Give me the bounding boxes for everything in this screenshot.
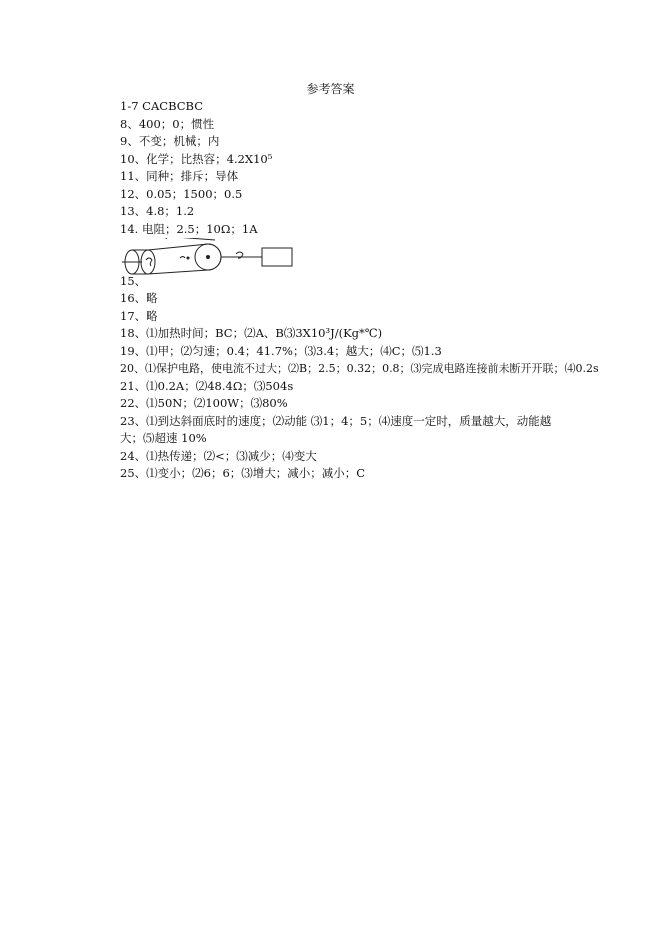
answer-10: 10、化学；比热容；4.2X10⁵ [120, 151, 273, 166]
answer-15-number: 15、 [120, 273, 147, 288]
answer-1-7: 1-7 CACBCBC [120, 99, 204, 113]
answer-22: 22、⑴50N；⑵100W；⑶80% [120, 396, 288, 410]
answer-23: 23、⑴到达斜面底时的速度；⑵动能 ⑶1；4；5；⑷速度一定时，质量越大，动能越大；⑸超速 10% [120, 413, 552, 445]
answer-16: 16、略 [120, 291, 158, 305]
answer-13: 13、4.8；1.2 [120, 204, 195, 218]
answer-17: 17、略 [120, 308, 158, 323]
answer-9: 9、不变；机械；内 [120, 134, 220, 148]
answer-12: 12、0.05；1500；0.5 [120, 186, 243, 201]
answer-21: 21、⑴0.2A；⑵48.4Ω；⑶504s [120, 378, 294, 393]
answer-8: 8、400；0；惯性 [120, 116, 215, 131]
answer-list [120, 98, 599, 483]
answer-25: 25、⑴变小；⑵6；6；⑶增大；减小；减小；C [120, 466, 366, 480]
answer-19: 19、⑴甲；⑵匀速；0.4；41.7%；⑶3.4；越大；⑷C；⑸1.3 [120, 343, 442, 358]
answer-24: 24、⑴热传递；⑵<；⑶减少；⑷变大 [120, 448, 317, 463]
answer-14: 14. 电阻；2.5；10Ω；1A [120, 221, 258, 236]
answer-11: 11、同种；排斥；导体 [120, 169, 239, 183]
page-title: 参考答案 [306, 82, 355, 96]
answer-18: 18、⑴加热时间；BC；⑵A、B⑶3X10³J/(Kg*℃) [120, 326, 383, 340]
answer-20: 20、⑴保护电路，使电流不过大；⑵B；2.5；0.32；0.8；⑶完成电路连接前未断开开联；⑷0.2s [120, 362, 599, 375]
answer-15 [120, 238, 570, 290]
pulley-motor-diagram [120, 238, 310, 278]
